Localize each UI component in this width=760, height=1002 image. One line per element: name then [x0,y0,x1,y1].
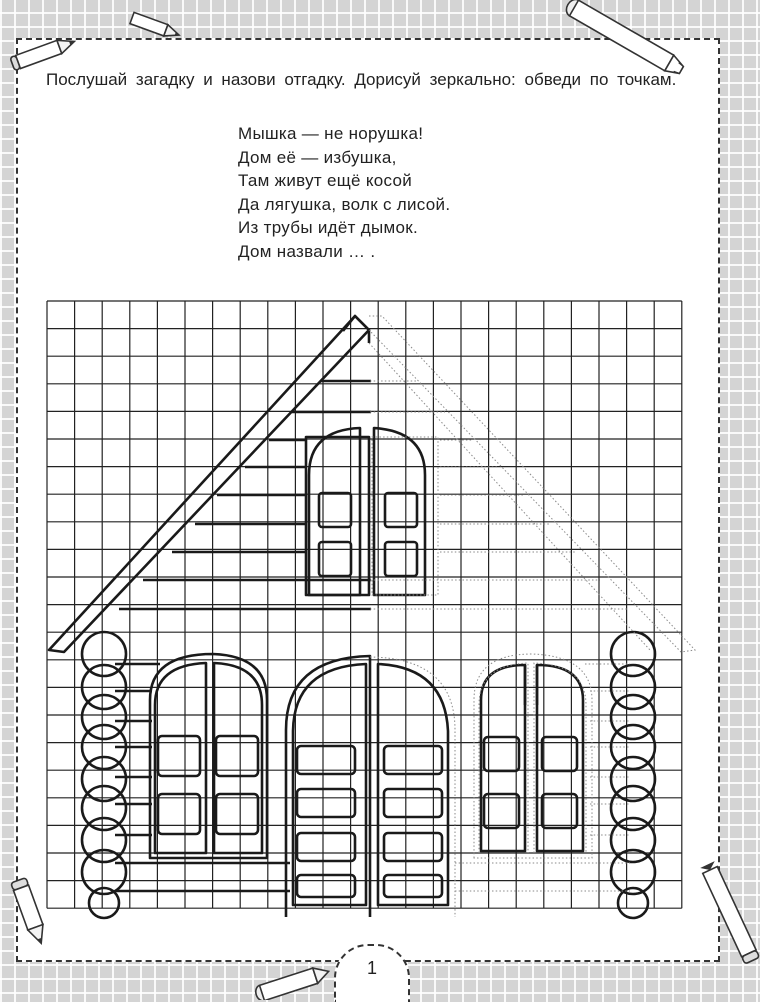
roof-edge [49,316,369,652]
poem-line: Дом её — избушка, [238,147,397,167]
log-ends-right [611,632,655,918]
door-frame [286,656,370,917]
left-window-frame [150,654,267,858]
left-window-pane [216,794,258,834]
page-number: 1 [366,958,377,978]
pencil-icon [130,12,181,40]
right-window-pane [484,794,519,828]
pencil-icon [563,0,685,78]
upper-window-sash-left [309,428,360,595]
door-panel [297,789,355,817]
pencil-icon [10,35,77,71]
pencil-icon [700,861,759,964]
instruction-text: Послушай загадку и назови отгадку. Дорисуй зеркально: обведи по точкам. [46,70,677,89]
door-left-leaf [293,664,366,905]
poem-line: Мышка — не норушка! [238,124,424,143]
log-ends-left [82,632,126,918]
poem-line: Да лягушка, волк с лисой. [238,194,451,214]
pencil-icon [11,878,49,946]
pencil-icon [254,964,331,1000]
right-window-mullion [525,665,537,705]
poem-line: Дом назвали … . [238,241,376,261]
left-window-sash-right [214,663,262,853]
poem-line: Там живут ещё косой [238,171,413,190]
door-panel [297,833,355,861]
left-window-pane [158,794,200,834]
roof-ridge [343,316,369,343]
upper-window-pane [385,542,417,576]
left-window-sash-left [155,663,206,853]
poem-line: Из трубы идёт дымок. [238,218,418,237]
house-left-half [49,316,655,918]
door-right-leaf [378,664,448,905]
door-panel [297,875,355,897]
drawing-grid [47,301,682,908]
upper-window-pane [319,542,351,576]
